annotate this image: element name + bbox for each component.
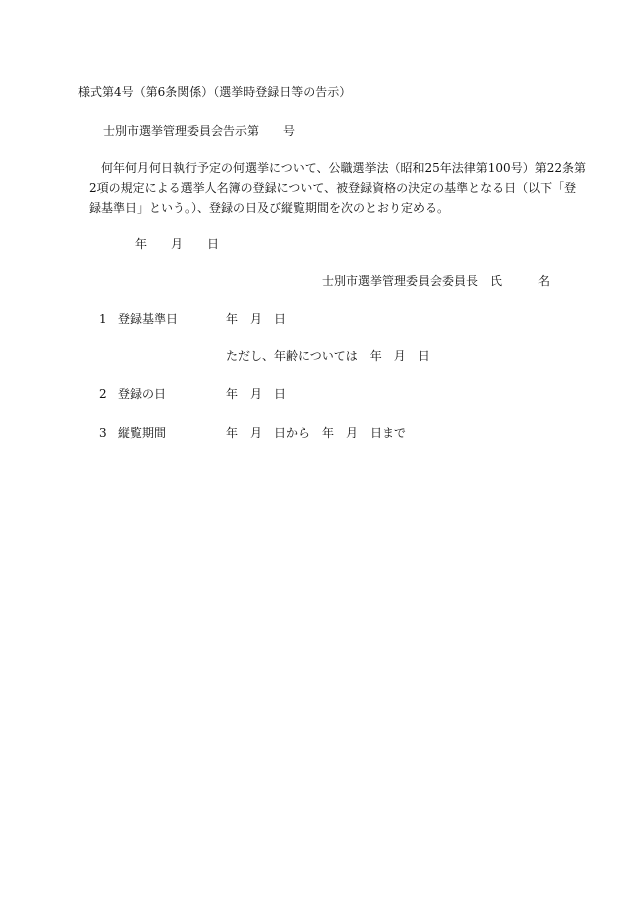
- item-number: 2: [99, 387, 107, 401]
- item-label-registration-date: 登録の日: [118, 387, 167, 401]
- form-title: 様式第4号（第6条関係）（選挙時登録日等の告示）: [78, 85, 352, 99]
- item-value-inspection-period: 年 月 日から 年 月 日まで: [226, 426, 407, 440]
- date-line: 年 月 日: [135, 237, 220, 251]
- body-paragraph-line-2: 2項の規定による選挙人名簿の登録について、被登録資格の決定の基準となる日（以下「登: [89, 181, 577, 195]
- item-value-age-proviso: ただし、年齢については 年 月 日: [226, 349, 430, 363]
- item-value-registration-base-date: 年 月 日: [226, 312, 287, 326]
- item-label-registration-base-date: 登録基準日: [118, 312, 179, 326]
- item-value-registration-date: 年 月 日: [226, 387, 287, 401]
- notice-number: 士別市選挙管理委員会告示第 号: [103, 124, 296, 138]
- signature-line: 士別市選挙管理委員会委員長 氏 名: [321, 274, 550, 288]
- body-paragraph-line-3: 録基準日」という。）、登録の日及び縦覧期間を次のとおり定める。: [89, 201, 450, 215]
- item-number: 3: [99, 426, 107, 440]
- item-label-inspection-period: 縦覧期間: [118, 426, 167, 440]
- body-paragraph-line-1: 何年何月何日執行予定の何選挙について、公職選挙法（昭和25年法律第100号）第22条第: [101, 161, 586, 175]
- item-number: 1: [99, 312, 107, 326]
